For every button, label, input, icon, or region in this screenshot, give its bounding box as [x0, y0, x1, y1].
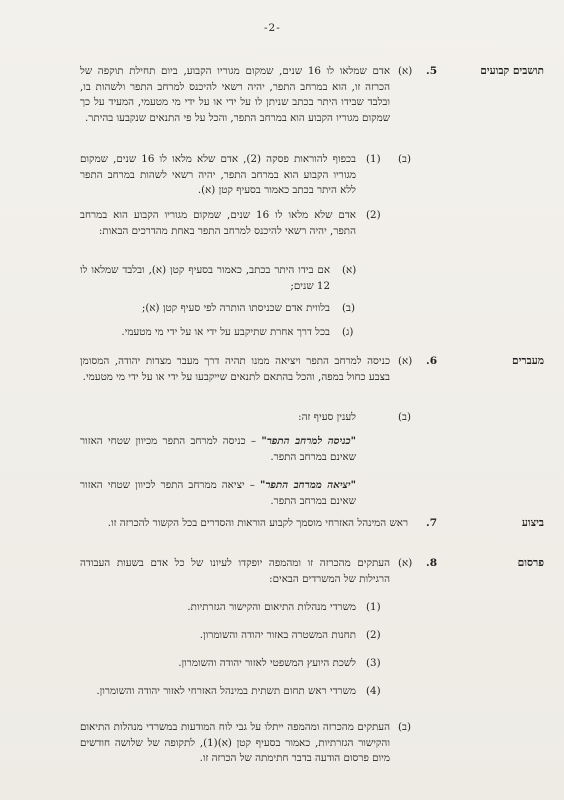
- s8-b-text: העתקים מהכרזה ומהמפה ייתלו על גבי לוח המודעות במשרדי מנהלות התיאום והקישור הגזרתיות, כאמור בסעיף קטן (א)(1), לתקופה של שלושה חודשים מיום פרסום הודעה בדבר חתימתה של הכרזה זו.: [80, 721, 390, 765]
- s5-sub-b-text: בלווית אדם שכניסתו הותרה לפי סעיף קטן (א);: [141, 302, 330, 314]
- s6-a-text: כניסה למרחב התפר ויציאה ממנו תהיה דרך מעבר מצדות יהודה, המסומן בצבע כחול במפה, והכל בהתאם לתנאים שייקבעו על ידי או על ידי מי מטעמי.: [80, 355, 390, 383]
- s8-item-2-label: (2): [366, 629, 381, 641]
- s6-definition-exit: [80, 478, 356, 509]
- s5-a-label: (א): [398, 65, 413, 77]
- s5-b-label: (ב): [398, 153, 411, 165]
- s5-sub-a-label: (א): [342, 264, 357, 276]
- s5-b2-text: אדם שלא מלאו לו 16 שנים, שמקום מגוריו הקבוע הוא במרחב התפר, יהיה רשאי להיכנס למרחב התפר באחת מהדרכים הבאות:: [80, 209, 356, 237]
- s6-def1-term: "כניסה למרחב התפר": [261, 435, 356, 447]
- s5-b2-label: (2): [366, 209, 381, 221]
- section-number-6: .6: [426, 355, 438, 367]
- s8-item-4-label: (4): [366, 685, 381, 697]
- s8-a-label: (א): [398, 557, 413, 569]
- s5-b1-text: בכפוף להוראות פסקה (2), אדם שלא מלאו לו 16 שנים, שמקום מגוריו הקבוע הוא במרחב התפר, יהיה רשאי לשהות במרחב התפר ללא היתר בכתב כאמור בסעיף קטן (א).: [80, 153, 357, 197]
- s8-item-1-label: (1): [366, 601, 381, 613]
- side-title-permanent-residents: תושבים קבועים: [480, 65, 544, 77]
- section-number-8: .8: [426, 557, 438, 569]
- s6-b-label: (ב): [398, 411, 411, 423]
- section-number-7: .7: [426, 517, 438, 529]
- s5-sub-g-text: בכל דרך אחרת שתיקבע על ידי או על ידי מי מטעמי.: [121, 326, 330, 338]
- s8-item-3-text: לשכת היועץ המשפטי לאזור יהודה והשומרון.: [178, 657, 356, 669]
- s5-sub-g-label: (ג): [342, 326, 354, 338]
- s6-b-intro: לענין סעיף זה:: [298, 411, 356, 423]
- s5-sub-b-label: (ב): [342, 302, 355, 314]
- s8-item-3-label: (3): [366, 657, 381, 669]
- s5-b1-label: (1): [366, 153, 381, 165]
- s6-def2-text: – יציאה ממרחב התפר לכיוון שטחי האזור שאינם במרחב התפר.: [80, 479, 356, 507]
- side-title-execution: ביצוע: [521, 517, 544, 529]
- s8-item-4-text: משרדי ראש תחום תשתית במינהל האזרחי לאזור יהודה והשומרון.: [96, 685, 356, 697]
- s6-a-label: (א): [398, 355, 413, 367]
- s6-def1-text: – כניסה למרחב התפר מכיוון שטחי האזור שאינם במרחב התפר.: [80, 435, 356, 463]
- s8-item-2-text: תחנות המשטרה באזור יהודה והשומרון.: [199, 629, 356, 641]
- s8-item-1-text: משרדי מנהלות התיאום והקישור הגזרתיות.: [187, 601, 356, 613]
- s5-a-text: אדם שמלאו לו 16 שנים, שמקום מגוריו הקבוע, ביום תחילת תוקפה של הכרזה זו, הוא במרחב התפר, יהיה רשאי להיכנס למרחב התפר ולשהות בו, ובלבד שבידו היתר בכתב שניתן לו על ידי או על ידי מי מטעמי, המעיד על כך שמקום מגוריו הקבוע הוא במרחב התפר, והכל על פי התנאים שנקבעו בהיתר.: [80, 65, 390, 124]
- s7-text: ראש המינהל האזרחי מוסמך לקבוע הוראות והסדרים בכל הקשור להכרזה זו.: [107, 517, 408, 529]
- section-number-5: .5: [426, 65, 438, 77]
- s8-b-label: (ב): [398, 721, 411, 733]
- s6-def2-term: "יציאה ממרחב התפר": [259, 479, 356, 491]
- side-title-publication: פרסום: [517, 557, 544, 569]
- page-number: -2-: [264, 22, 281, 34]
- s8-a-text: העתקים מהכרזה זו ומהמפה יופקדו לעיונו של כל אדם בשעות העבודה הרגילות של המשרדים הבאים:: [80, 557, 390, 585]
- side-title-crossings: מעברים: [512, 355, 544, 367]
- s6-definition-entry: [80, 434, 356, 465]
- s5-sub-a-text: אם בידו היתר בכתב, כאמור בסעיף קטן (א), ובלבד שמלאו לו 12 שנים;: [80, 264, 330, 292]
